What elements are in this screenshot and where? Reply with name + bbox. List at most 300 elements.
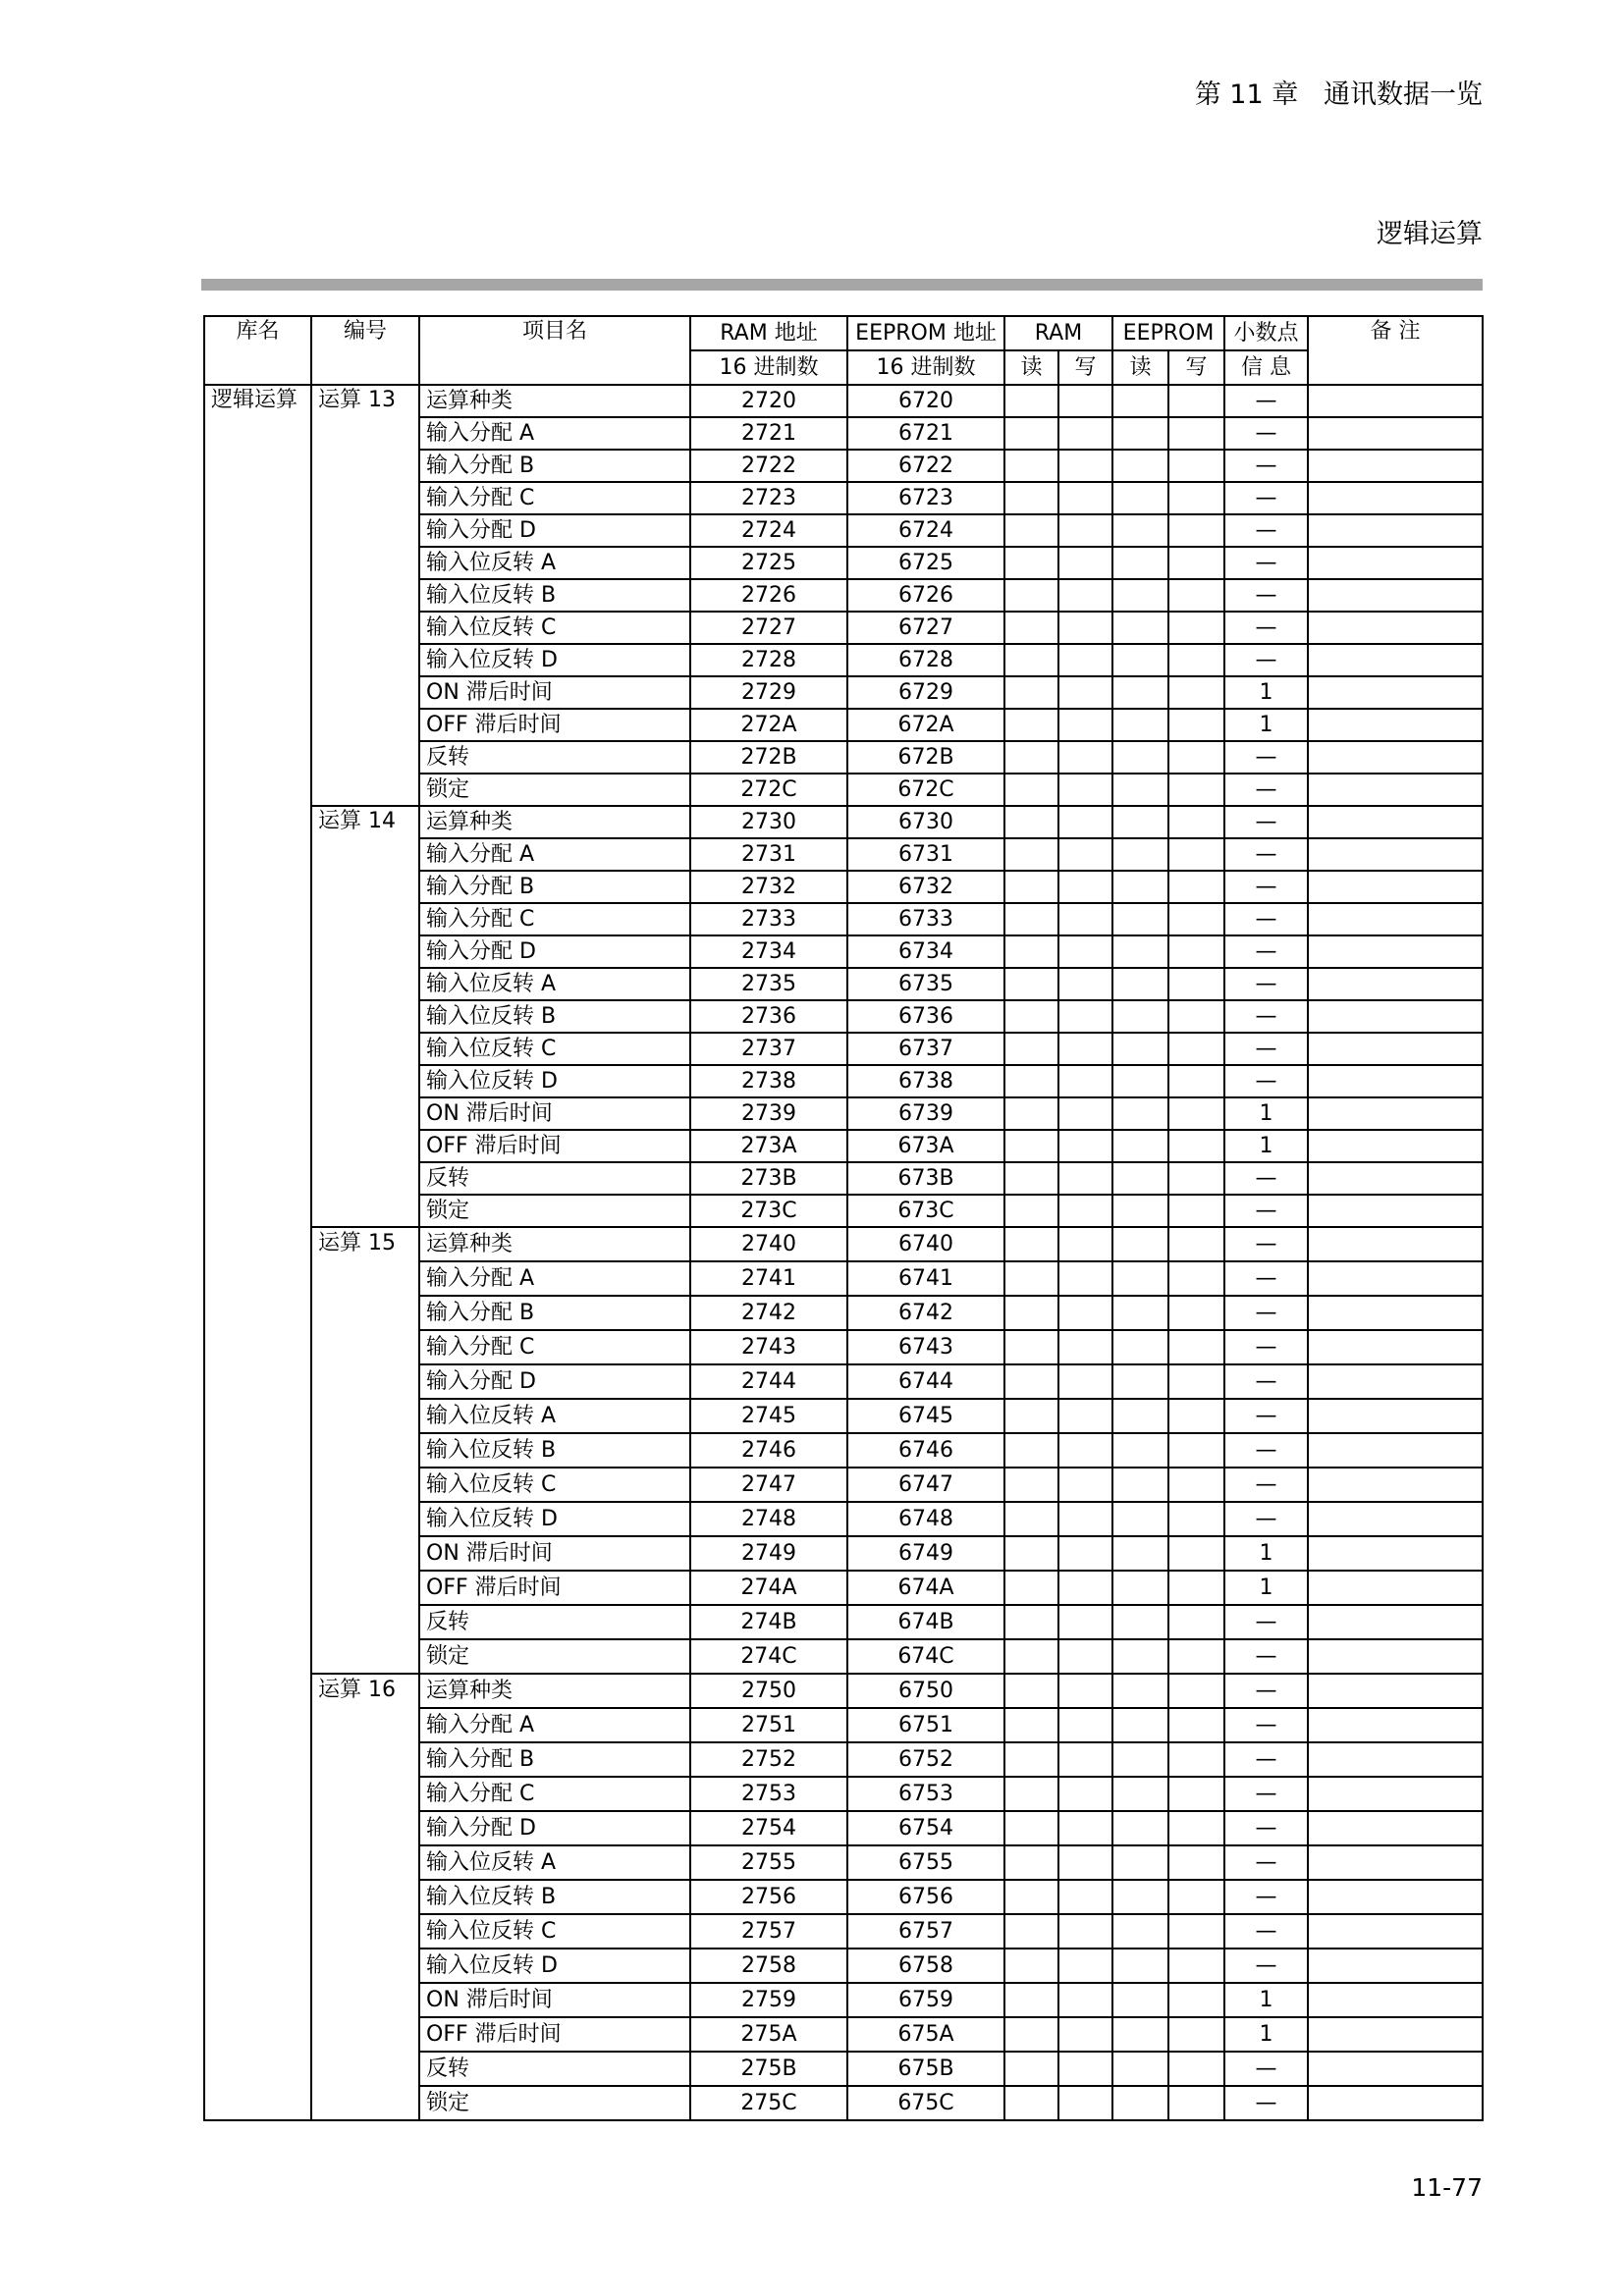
ram-read-cell	[1004, 1065, 1058, 1097]
ram-read-cell	[1004, 1468, 1058, 1502]
decimal-info-cell: —	[1224, 1777, 1308, 1811]
ram-read-cell	[1004, 968, 1058, 1000]
remarks-cell	[1308, 1811, 1483, 1845]
item-name-cell: 运算种类	[419, 1227, 690, 1261]
ram-address-cell: 2743	[690, 1330, 847, 1364]
eeprom-address-cell: 6720	[847, 385, 1004, 417]
eeprom-write-cell	[1168, 1261, 1224, 1296]
item-name-cell: 输入分配 D	[419, 1364, 690, 1399]
ram-address-cell: 2757	[690, 1914, 847, 1949]
header-library: 库名	[204, 316, 311, 385]
ram-write-cell	[1058, 1195, 1112, 1227]
decimal-info-cell: 1	[1224, 1130, 1308, 1162]
ram-read-cell	[1004, 838, 1058, 871]
header-item: 项目名	[419, 316, 690, 385]
eeprom-address-cell: 6756	[847, 1880, 1004, 1914]
remarks-cell	[1308, 1742, 1483, 1777]
item-name-cell: 锁定	[419, 2086, 690, 2120]
eeprom-read-cell	[1112, 1065, 1168, 1097]
item-name-cell: 输入分配 B	[419, 1742, 690, 1777]
remarks-cell	[1308, 2052, 1483, 2086]
item-name-cell: 运算种类	[419, 1674, 690, 1708]
eeprom-read-cell	[1112, 1536, 1168, 1571]
remarks-cell	[1308, 1330, 1483, 1364]
eeprom-write-cell	[1168, 741, 1224, 774]
item-name-cell: OFF 滞后时间	[419, 1571, 690, 1605]
ram-write-cell	[1058, 1639, 1112, 1674]
eeprom-address-cell: 673C	[847, 1195, 1004, 1227]
remarks-cell	[1308, 903, 1483, 935]
ram-read-cell	[1004, 1571, 1058, 1605]
item-name-cell: 输入位反转 C	[419, 1033, 690, 1065]
ram-address-cell: 274C	[690, 1639, 847, 1674]
eeprom-read-cell	[1112, 1708, 1168, 1742]
ram-write-cell	[1058, 2017, 1112, 2052]
item-name-cell: 输入分配 C	[419, 903, 690, 935]
ram-read-cell	[1004, 1845, 1058, 1880]
remarks-cell	[1308, 806, 1483, 838]
item-name-cell: ON 滞后时间	[419, 1983, 690, 2017]
remarks-cell	[1308, 1065, 1483, 1097]
eeprom-read-cell	[1112, 1914, 1168, 1949]
decimal-info-cell: —	[1224, 1674, 1308, 1708]
eeprom-read-cell	[1112, 968, 1168, 1000]
decimal-info-cell: —	[1224, 1227, 1308, 1261]
remarks-cell	[1308, 482, 1483, 514]
eeprom-read-cell	[1112, 1162, 1168, 1195]
ram-write-cell	[1058, 2052, 1112, 2086]
eeprom-address-cell: 6732	[847, 871, 1004, 903]
decimal-info-cell: —	[1224, 1502, 1308, 1536]
header-ram-access: RAM	[1004, 316, 1112, 350]
ram-read-cell	[1004, 1674, 1058, 1708]
ram-address-cell: 2750	[690, 1674, 847, 1708]
eeprom-write-cell	[1168, 2017, 1224, 2052]
eeprom-address-cell: 675B	[847, 2052, 1004, 2086]
ram-read-cell	[1004, 2052, 1058, 2086]
remarks-cell	[1308, 385, 1483, 417]
item-name-cell: ON 滞后时间	[419, 1536, 690, 1571]
ram-read-cell	[1004, 1536, 1058, 1571]
header-eeprom-hex: 16 进制数	[847, 350, 1004, 385]
ram-write-cell	[1058, 1399, 1112, 1433]
decimal-info-cell: —	[1224, 644, 1308, 676]
eeprom-read-cell	[1112, 385, 1168, 417]
item-name-cell: 输入分配 B	[419, 450, 690, 482]
eeprom-write-cell	[1168, 1097, 1224, 1130]
remarks-cell	[1308, 1880, 1483, 1914]
ram-write-cell	[1058, 1742, 1112, 1777]
eeprom-address-cell: 6743	[847, 1330, 1004, 1364]
eeprom-address-cell: 6724	[847, 514, 1004, 547]
eeprom-read-cell	[1112, 871, 1168, 903]
decimal-info-cell: —	[1224, 385, 1308, 417]
ram-read-cell	[1004, 806, 1058, 838]
eeprom-address-cell: 6734	[847, 935, 1004, 968]
ram-write-cell	[1058, 1845, 1112, 1880]
item-name-cell: 输入位反转 D	[419, 1502, 690, 1536]
decimal-info-cell: —	[1224, 1364, 1308, 1399]
eeprom-read-cell	[1112, 1364, 1168, 1399]
ram-write-cell	[1058, 1033, 1112, 1065]
ram-write-cell	[1058, 1880, 1112, 1914]
eeprom-write-cell	[1168, 1777, 1224, 1811]
decimal-info-cell: —	[1224, 579, 1308, 612]
ram-write-cell	[1058, 1983, 1112, 2017]
header-ram-hex: 16 进制数	[690, 350, 847, 385]
eeprom-write-cell	[1168, 1130, 1224, 1162]
item-name-cell: 输入分配 C	[419, 1777, 690, 1811]
ram-write-cell	[1058, 741, 1112, 774]
eeprom-read-cell	[1112, 1227, 1168, 1261]
decimal-info-cell: —	[1224, 1000, 1308, 1033]
item-name-cell: ON 滞后时间	[419, 1097, 690, 1130]
remarks-cell	[1308, 514, 1483, 547]
ram-write-cell	[1058, 1777, 1112, 1811]
ram-address-cell: 2723	[690, 482, 847, 514]
item-name-cell: 输入分配 B	[419, 1296, 690, 1330]
decimal-info-cell: —	[1224, 450, 1308, 482]
eeprom-address-cell: 6750	[847, 1674, 1004, 1708]
eeprom-read-cell	[1112, 547, 1168, 579]
item-name-cell: 输入位反转 B	[419, 1880, 690, 1914]
ram-write-cell	[1058, 1502, 1112, 1536]
eeprom-address-cell: 6728	[847, 644, 1004, 676]
eeprom-address-cell: 6723	[847, 482, 1004, 514]
eeprom-write-cell	[1168, 385, 1224, 417]
ram-address-cell: 2747	[690, 1468, 847, 1502]
eeprom-write-cell	[1168, 514, 1224, 547]
decimal-info-cell: 1	[1224, 1097, 1308, 1130]
ram-read-cell	[1004, 1097, 1058, 1130]
eeprom-address-cell: 672B	[847, 741, 1004, 774]
ram-write-cell	[1058, 1536, 1112, 1571]
remarks-cell	[1308, 709, 1483, 741]
ram-write-cell	[1058, 1162, 1112, 1195]
ram-write-cell	[1058, 1811, 1112, 1845]
eeprom-read-cell	[1112, 1502, 1168, 1536]
ram-address-cell: 2753	[690, 1777, 847, 1811]
eeprom-address-cell: 675C	[847, 2086, 1004, 2120]
eeprom-read-cell	[1112, 1097, 1168, 1130]
eeprom-read-cell	[1112, 1571, 1168, 1605]
ram-read-cell	[1004, 871, 1058, 903]
ram-address-cell: 2754	[690, 1811, 847, 1845]
decimal-info-cell: —	[1224, 514, 1308, 547]
eeprom-read-cell	[1112, 1296, 1168, 1330]
eeprom-read-cell	[1112, 1674, 1168, 1708]
ram-write-cell	[1058, 1949, 1112, 1983]
item-name-cell: 输入位反转 A	[419, 968, 690, 1000]
ram-address-cell: 2727	[690, 612, 847, 644]
header-rule-bar	[201, 279, 1483, 291]
ram-write-cell	[1058, 1130, 1112, 1162]
ram-write-cell	[1058, 417, 1112, 450]
decimal-info-cell: —	[1224, 774, 1308, 806]
ram-write-cell	[1058, 1708, 1112, 1742]
eeprom-write-cell	[1168, 417, 1224, 450]
decimal-info-cell: —	[1224, 1065, 1308, 1097]
eeprom-read-cell	[1112, 1399, 1168, 1433]
item-name-cell: 锁定	[419, 1195, 690, 1227]
eeprom-address-cell: 6742	[847, 1296, 1004, 1330]
ram-read-cell	[1004, 1639, 1058, 1674]
ram-address-cell: 2741	[690, 1261, 847, 1296]
table-row	[204, 1227, 1483, 1261]
remarks-cell	[1308, 1097, 1483, 1130]
ram-address-cell: 274A	[690, 1571, 847, 1605]
ram-address-cell: 2752	[690, 1742, 847, 1777]
eeprom-address-cell: 672A	[847, 709, 1004, 741]
decimal-info-cell: —	[1224, 903, 1308, 935]
decimal-info-cell: —	[1224, 1330, 1308, 1364]
decimal-info-cell: —	[1224, 1708, 1308, 1742]
ram-read-cell	[1004, 935, 1058, 968]
eeprom-write-cell	[1168, 1742, 1224, 1777]
eeprom-read-cell	[1112, 806, 1168, 838]
ram-write-cell	[1058, 1330, 1112, 1364]
item-name-cell: 输入分配 A	[419, 1261, 690, 1296]
decimal-info-cell: —	[1224, 1845, 1308, 1880]
eeprom-write-cell	[1168, 644, 1224, 676]
ram-address-cell: 2755	[690, 1845, 847, 1880]
header-ram-write: 写	[1058, 350, 1112, 385]
table-header	[204, 316, 1483, 385]
remarks-cell	[1308, 871, 1483, 903]
remarks-cell	[1308, 417, 1483, 450]
eeprom-write-cell	[1168, 774, 1224, 806]
eeprom-write-cell	[1168, 482, 1224, 514]
remarks-cell	[1308, 1949, 1483, 1983]
eeprom-address-cell: 674A	[847, 1571, 1004, 1605]
decimal-info-cell: —	[1224, 2052, 1308, 2086]
ram-read-cell	[1004, 1296, 1058, 1330]
eeprom-address-cell: 6754	[847, 1811, 1004, 1845]
item-name-cell: 输入位反转 A	[419, 1845, 690, 1880]
decimal-info-cell: —	[1224, 482, 1308, 514]
eeprom-write-cell	[1168, 1227, 1224, 1261]
eeprom-address-cell: 6758	[847, 1949, 1004, 1983]
ram-write-cell	[1058, 1000, 1112, 1033]
ram-write-cell	[1058, 1468, 1112, 1502]
eeprom-read-cell	[1112, 644, 1168, 676]
item-name-cell: 输入位反转 D	[419, 1065, 690, 1097]
eeprom-read-cell	[1112, 1033, 1168, 1065]
remarks-cell	[1308, 1983, 1483, 2017]
eeprom-read-cell	[1112, 1330, 1168, 1364]
item-name-cell: OFF 滞后时间	[419, 709, 690, 741]
header-decimal-point: 小数点	[1224, 316, 1308, 350]
eeprom-read-cell	[1112, 709, 1168, 741]
eeprom-write-cell	[1168, 1536, 1224, 1571]
ram-address-cell: 2728	[690, 644, 847, 676]
remarks-cell	[1308, 1261, 1483, 1296]
eeprom-address-cell: 6721	[847, 417, 1004, 450]
eeprom-read-cell	[1112, 514, 1168, 547]
ram-write-cell	[1058, 1261, 1112, 1296]
eeprom-read-cell	[1112, 1130, 1168, 1162]
eeprom-read-cell	[1112, 579, 1168, 612]
item-name-cell: 输入分配 A	[419, 417, 690, 450]
ram-read-cell	[1004, 1742, 1058, 1777]
item-name-cell: 输入位反转 B	[419, 579, 690, 612]
decimal-info-cell: —	[1224, 1811, 1308, 1845]
ram-address-cell: 2742	[690, 1296, 847, 1330]
decimal-info-cell: —	[1224, 1914, 1308, 1949]
header-decimal-info: 信 息	[1224, 350, 1308, 385]
eeprom-write-cell	[1168, 547, 1224, 579]
ram-read-cell	[1004, 1433, 1058, 1468]
item-name-cell: 锁定	[419, 1639, 690, 1674]
ram-read-cell	[1004, 1880, 1058, 1914]
ram-write-cell	[1058, 1097, 1112, 1130]
eeprom-address-cell: 6753	[847, 1777, 1004, 1811]
table-row	[204, 385, 1483, 417]
eeprom-read-cell	[1112, 1195, 1168, 1227]
ram-read-cell	[1004, 1949, 1058, 1983]
item-name-cell: 输入分配 A	[419, 1708, 690, 1742]
remarks-cell	[1308, 935, 1483, 968]
ram-address-cell: 273B	[690, 1162, 847, 1195]
remarks-cell	[1308, 1571, 1483, 1605]
remarks-cell	[1308, 579, 1483, 612]
item-name-cell: 输入位反转 D	[419, 1949, 690, 1983]
eeprom-write-cell	[1168, 1330, 1224, 1364]
eeprom-address-cell: 6755	[847, 1845, 1004, 1880]
ram-read-cell	[1004, 1983, 1058, 2017]
item-name-cell: 输入分配 B	[419, 871, 690, 903]
ram-write-cell	[1058, 385, 1112, 417]
eeprom-read-cell	[1112, 450, 1168, 482]
ram-write-cell	[1058, 1914, 1112, 1949]
eeprom-address-cell: 673B	[847, 1162, 1004, 1195]
table-body	[204, 385, 1483, 2120]
ram-read-cell	[1004, 450, 1058, 482]
ram-write-cell	[1058, 1364, 1112, 1399]
ram-write-cell	[1058, 838, 1112, 871]
remarks-cell	[1308, 1674, 1483, 1708]
header-eeprom-access: EEPROM	[1112, 316, 1224, 350]
eeprom-address-cell: 6741	[847, 1261, 1004, 1296]
ram-address-cell: 2726	[690, 579, 847, 612]
eeprom-read-cell	[1112, 417, 1168, 450]
ram-address-cell: 273A	[690, 1130, 847, 1162]
item-name-cell: 输入位反转 B	[419, 1433, 690, 1468]
eeprom-write-cell	[1168, 612, 1224, 644]
eeprom-address-cell: 6751	[847, 1708, 1004, 1742]
ram-address-cell: 2722	[690, 450, 847, 482]
eeprom-address-cell: 6759	[847, 1983, 1004, 2017]
header-ram-read: 读	[1004, 350, 1058, 385]
decimal-info-cell: —	[1224, 968, 1308, 1000]
ram-address-cell: 272A	[690, 709, 847, 741]
eeprom-write-cell	[1168, 1845, 1224, 1880]
ram-write-cell	[1058, 1433, 1112, 1468]
ram-address-cell: 2733	[690, 903, 847, 935]
ram-write-cell	[1058, 1674, 1112, 1708]
eeprom-read-cell	[1112, 1949, 1168, 1983]
decimal-info-cell: 1	[1224, 1983, 1308, 2017]
ram-address-cell: 2745	[690, 1399, 847, 1433]
ram-read-cell	[1004, 1777, 1058, 1811]
ram-read-cell	[1004, 774, 1058, 806]
eeprom-read-cell	[1112, 1000, 1168, 1033]
ram-address-cell: 272B	[690, 741, 847, 774]
eeprom-write-cell	[1168, 1364, 1224, 1399]
page-number: 11-77	[1411, 2173, 1483, 2202]
decimal-info-cell: —	[1224, 1639, 1308, 1674]
ram-write-cell	[1058, 514, 1112, 547]
eeprom-write-cell	[1168, 968, 1224, 1000]
eeprom-write-cell	[1168, 1065, 1224, 1097]
item-name-cell: 反转	[419, 741, 690, 774]
remarks-cell	[1308, 1914, 1483, 1949]
item-name-cell: 输入位反转 C	[419, 1468, 690, 1502]
group-number-cell: 运算 16	[311, 1674, 419, 2120]
group-number-cell: 运算 13	[311, 385, 419, 806]
group-number-cell: 运算 15	[311, 1227, 419, 1674]
ram-address-cell: 2731	[690, 838, 847, 871]
eeprom-address-cell: 673A	[847, 1130, 1004, 1162]
eeprom-address-cell: 6729	[847, 676, 1004, 709]
ram-address-cell: 272C	[690, 774, 847, 806]
eeprom-read-cell	[1112, 1811, 1168, 1845]
eeprom-write-cell	[1168, 1914, 1224, 1949]
eeprom-address-cell: 6752	[847, 1742, 1004, 1777]
eeprom-read-cell	[1112, 838, 1168, 871]
table-row	[204, 806, 1483, 838]
ram-write-cell	[1058, 482, 1112, 514]
eeprom-address-cell: 674B	[847, 1605, 1004, 1639]
library-cell: 逻辑运算	[204, 385, 311, 2120]
chapter-header: 第 11 章 通讯数据一览	[1194, 80, 1483, 110]
ram-address-cell: 2737	[690, 1033, 847, 1065]
ram-read-cell	[1004, 417, 1058, 450]
item-name-cell: 输入位反转 A	[419, 547, 690, 579]
ram-address-cell: 2748	[690, 1502, 847, 1536]
eeprom-write-cell	[1168, 1195, 1224, 1227]
ram-address-cell: 2758	[690, 1949, 847, 1983]
ram-address-cell: 2738	[690, 1065, 847, 1097]
eeprom-read-cell	[1112, 1261, 1168, 1296]
decimal-info-cell: —	[1224, 741, 1308, 774]
item-name-cell: OFF 滞后时间	[419, 1130, 690, 1162]
eeprom-write-cell	[1168, 1296, 1224, 1330]
ram-address-cell: 2734	[690, 935, 847, 968]
eeprom-read-cell	[1112, 1845, 1168, 1880]
ram-read-cell	[1004, 676, 1058, 709]
ram-write-cell	[1058, 1227, 1112, 1261]
ram-write-cell	[1058, 2086, 1112, 2120]
ram-read-cell	[1004, 1399, 1058, 1433]
eeprom-address-cell: 6757	[847, 1914, 1004, 1949]
ram-address-cell: 275A	[690, 2017, 847, 2052]
decimal-info-cell: —	[1224, 612, 1308, 644]
remarks-cell	[1308, 1033, 1483, 1065]
decimal-info-cell: —	[1224, 547, 1308, 579]
item-name-cell: 输入位反转 D	[419, 644, 690, 676]
remarks-cell	[1308, 450, 1483, 482]
ram-write-cell	[1058, 450, 1112, 482]
ram-read-cell	[1004, 1000, 1058, 1033]
ram-address-cell: 2759	[690, 1983, 847, 2017]
ram-read-cell	[1004, 1605, 1058, 1639]
eeprom-address-cell: 6740	[847, 1227, 1004, 1261]
ram-write-cell	[1058, 968, 1112, 1000]
ram-address-cell: 2740	[690, 1227, 847, 1261]
remarks-cell	[1308, 838, 1483, 871]
eeprom-address-cell: 675A	[847, 2017, 1004, 2052]
